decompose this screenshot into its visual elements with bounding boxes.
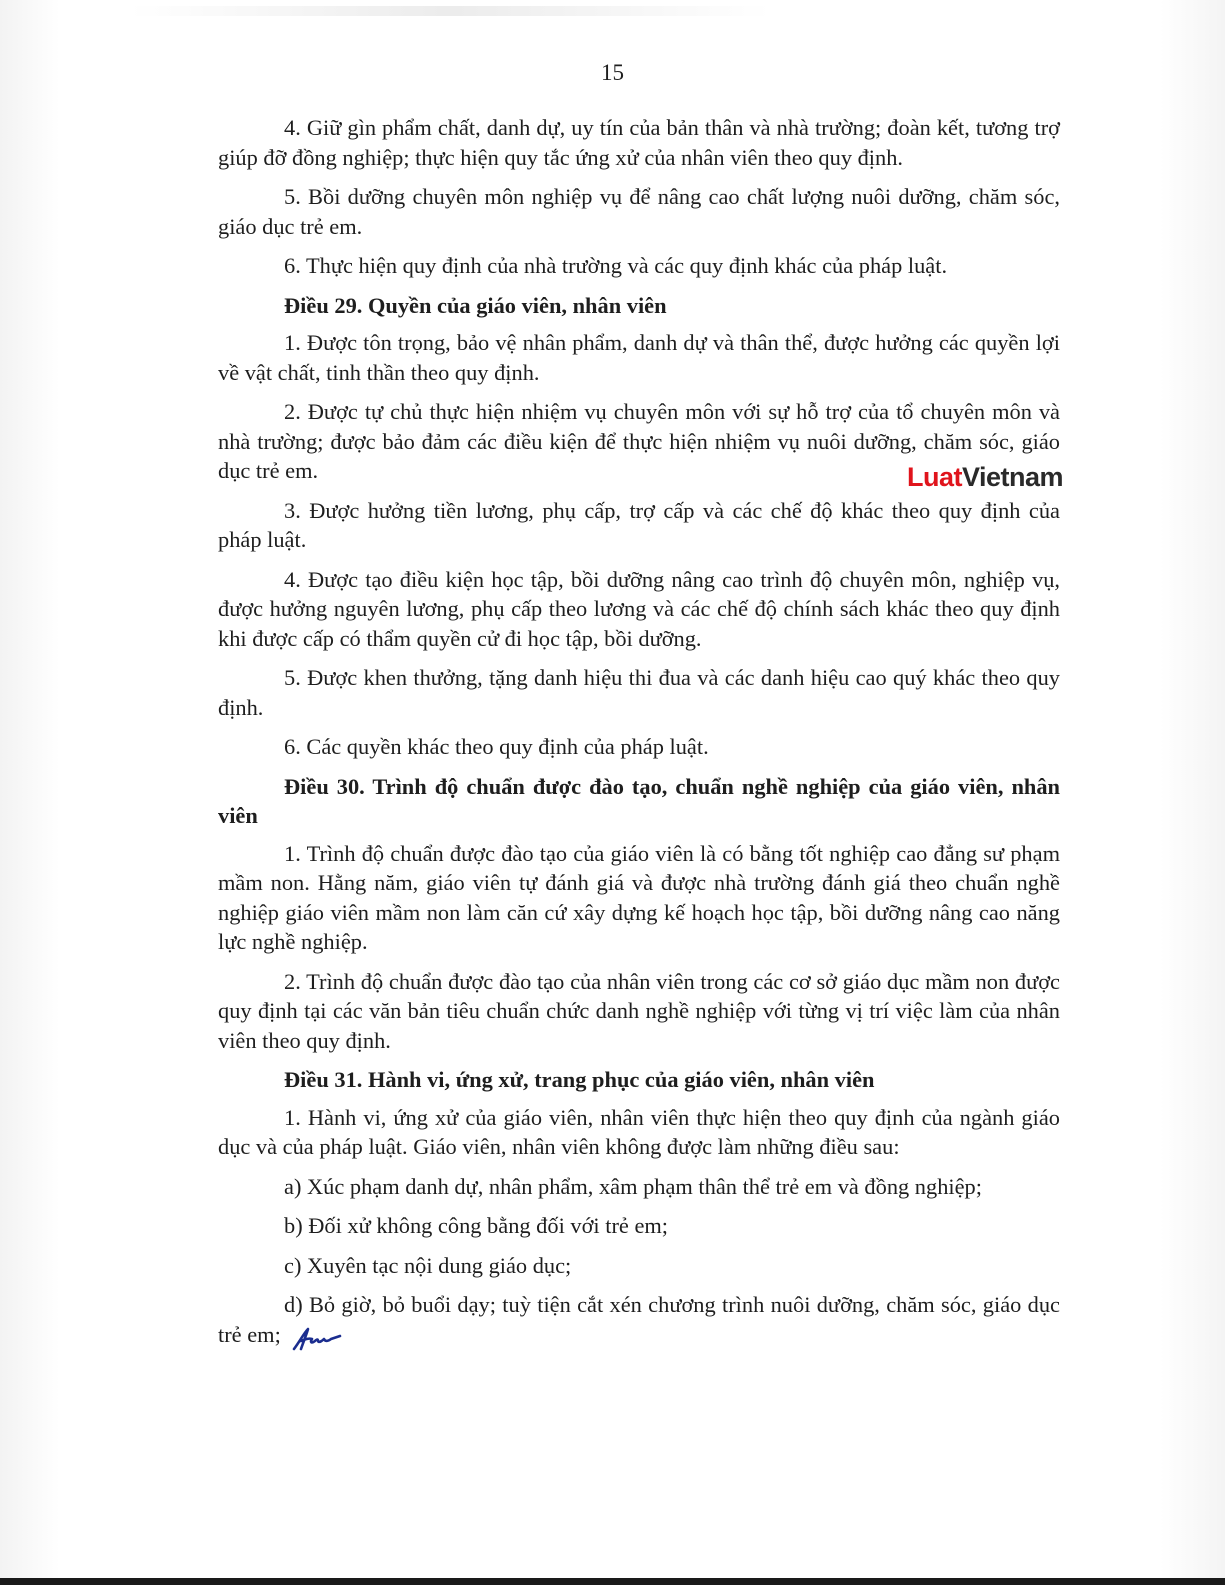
clause-29-5: 5. Được khen thưởng, tặng danh hiệu thi đua và các danh hiệu cao quý khác theo quy định. <box>218 665 1060 720</box>
watermark-luat: Luat <box>907 462 962 492</box>
watermark-vietnam: Vietnam <box>962 462 1064 492</box>
clause-29-1: 1. Được tôn trọng, bảo vệ nhân phẩm, danh dự và thân thể, được hưởng các quyền lợi về vật chất, tinh thần theo quy định. <box>218 330 1060 385</box>
document-body <box>218 113 1060 1362</box>
article-31-title: Điều 31. Hành vi, ứng xử, trang phục của giáo viên, nhân viên <box>284 1067 875 1092</box>
clause-31-1-c: c) Xuyên tạc nội dung giáo dục; <box>284 1252 572 1278</box>
clause-29-6: 6. Các quyền khác theo quy định của pháp luật. <box>284 734 709 759</box>
initials-signature-icon <box>291 1326 343 1352</box>
clause-30-1: 1. Trình độ chuẩn được đào tạo của giáo viên là có bằng tốt nghiệp cao đẳng sư phạm mầm non. Hằng năm, giáo viên tự đánh giá và được nhà trường đánh giá theo chuẩn nghề nghiệp giáo viên mầm non làm căn cứ xây dựng kế hoạch học tập, bồi dưỡng nâng cao năng lực nghề nghiệp. <box>218 840 1060 954</box>
clause-30-2: 2. Trình độ chuẩn được đào tạo của nhân viên trong các cơ sở giáo dục mầm non được quy định tại các văn bản tiêu chuẩn chức danh nghề nghiệp với từng vị trí việc làm của nhân viên theo quy định. <box>218 968 1060 1053</box>
clause-31-1: 1. Hành vi, ứng xử của giáo viên, nhân viên thực hiện theo quy định của ngành giáo dục và của pháp luật. Giáo viên, nhân viên không được làm những điều sau: <box>218 1104 1060 1159</box>
clause-29-3: 3. Được hưởng tiền lương, phụ cấp, trợ cấp và các chế độ khác theo quy định của pháp luật. <box>218 497 1060 552</box>
clause-31-1-d-text: d) Bỏ giờ, bỏ buổi dạy; tuỳ tiện cắt xén chương trình nuôi dưỡng, chăm sóc, giáo dục trẻ em; <box>218 1292 1060 1347</box>
clause-29-4: 4. Được tạo điều kiện học tập, bồi dưỡng nâng cao trình độ chuyên môn, nghiệp vụ, được hưởng nguyên lương, phụ cấp theo lương và các chế độ chính sách khác theo quy định khi được cấp có thẩm quyền cử đi học tập, bồi dưỡng. <box>218 566 1060 651</box>
article-30-title: Điều 30. Trình độ chuẩn được đào tạo, chuẩn nghề nghiệp của giáo viên, nhân viên <box>218 773 1060 828</box>
clause-28-6: 6. Thực hiện quy định của nhà trường và các quy định khác của pháp luật. <box>284 253 948 278</box>
page-number: 15 <box>601 60 624 85</box>
clause-31-1-b: b) Đối xử không công bằng đối với trẻ em; <box>284 1213 669 1238</box>
clause-31-1-a: a) Xúc phạm danh dự, nhân phẩm, xâm phạm thân thể trẻ em và đồng nghiệp; <box>284 1173 982 1199</box>
watermark-logo <box>905 462 1065 492</box>
clause-31-1-d <box>218 1290 1060 1352</box>
clause-29-2: 2. Được tự chủ thực hiện nhiệm vụ chuyên môn với sự hỗ trợ của tổ chuyên môn và nhà trường; được bảo đảm các điều kiện để thực hiện nhiệm vụ nuôi dưỡng, chăm sóc, giáo dục trẻ em. <box>218 399 1060 483</box>
clause-28-4: 4. Giữ gìn phẩm chất, danh dự, uy tín của bản thân và nhà trường; đoàn kết, tương trợ giúp đỡ đồng nghiệp; thực hiện quy tắc ứng xử của nhân viên theo quy định. <box>218 115 1060 170</box>
article-29-title: Điều 29. Quyền của giáo viên, nhân viên <box>284 292 667 318</box>
clause-28-5: 5. Bồi dưỡng chuyên môn nghiệp vụ để nâng cao chất lượng nuôi dưỡng, chăm sóc, giáo dục trẻ em. <box>218 184 1060 239</box>
